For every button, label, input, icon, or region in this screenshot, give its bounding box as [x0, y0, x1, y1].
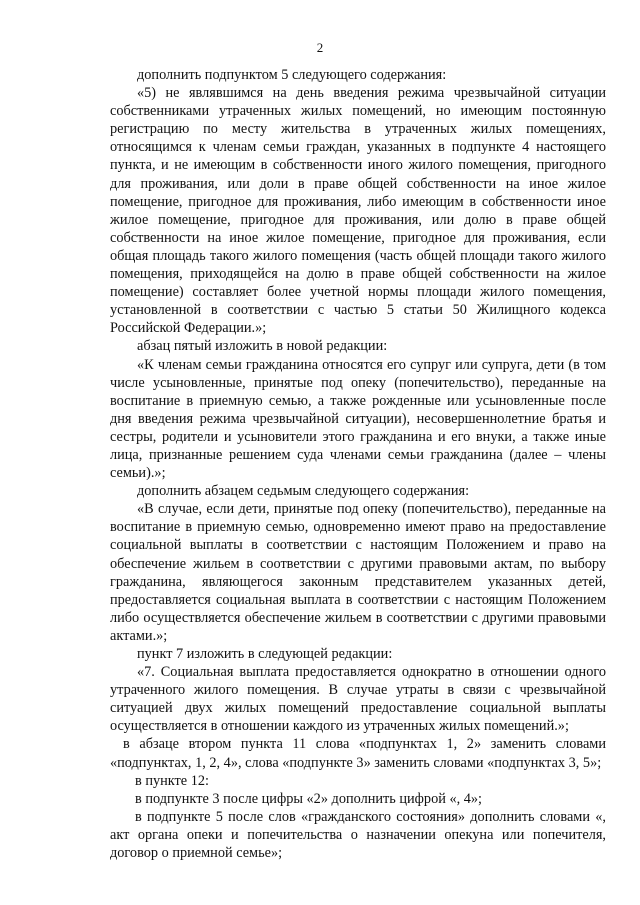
paragraph: пункт 7 изложить в следующей редакции: [137, 646, 393, 662]
page-number: 2 [316, 40, 324, 55]
paragraph: в подпункте 5 после слов «гражданского состояния» дополнить словами «, акт органа опеки и попечительства о назначении опекуна или попечителя, договор о приемной семье»; [110, 808, 606, 862]
paragraph: дополнить абзацем седьмым следующего содержания: [137, 483, 470, 500]
paragraph: в пункте 12: [135, 772, 209, 789]
paragraph: «7. Социальная выплата предоставляется однократно в отношении одного утраченного жилого помещения. В случае утраты в связи с чрезвычайной ситуацией двух жилых помещений предоставление социальной выплаты осуществляется в отношении каждого из утраченных жилых помещений.»; [110, 664, 606, 735]
paragraph: дополнить подпунктом 5 следующего содержания: [137, 67, 447, 83]
paragraph: «К членам семьи гражданина относятся его супруг или супруга, дети (в том числе усыновленные, принятые под опеку (попечительство), переданные на воспитание в приемную семью, а также рожденные или усыновленные после дня введения режима чрезвычайной ситуации), несовершеннолетние братья и сестры, родители и усыновители этого гражданина и его внуки, а также иные лица, признанные решением суда членами семьи гражданина (далее – члены семьи).»; [110, 356, 606, 482]
paragraph: абзац пятый изложить в новой редакции: [137, 338, 388, 355]
paragraph: «5) не являвшимся на день введения режима чрезвычайной ситуации собственниками утраченных жилых помещений, но имеющим постоянную регистрацию по месту жительства в утраченных жилых помещениях, относящимся к членам семьи граждан, указанных в подпункте 4 настоящего пункта, и не имеющим в собственности иного жилого помещения, пригодного для проживания, или доли в праве общей собственности на иное жилое помещение, пригодное для проживания, либо имеющим в собственности иное жилое помещение, пригодное для проживания, или долю в праве общей собственности на иное жилое помещение, пригодное для проживания, если общая площадь такого жилого помещения (часть общей площади такого жилого помещения, приходящейся на долю в праве общей собственности на жилое помещение) составляет более учетной нормы площади жилого помещения, установленной в соответствии с частью 5 статьи 50 Жилищного кодекса Российской Федерации.»; [110, 85, 606, 337]
paragraph: в подпункте 3 после цифры «2» дополнить цифрой «, 4»; [135, 790, 483, 807]
paragraph: в абзаце втором пункта 11 слова «подпунктах 1, 2» заменить словами «подпунктах, 1, 2, 4», слова «подпункте 3» заменить словами «подпунктах 3, 5»; [110, 736, 606, 771]
paragraph: «В случае, если дети, принятые под опеку (попечительство), переданные на воспитание в приемную семью, одновременно имеют право на предоставление социальной выплаты в соответствии с настоящим Положением и право на обеспечение жильем в соответствии с другими правовыми актам, по выбору гражданина, являющегося законным представителем указанных детей, предоставляется социальная выплата в соответствии с настоящим Положением либо осуществляется обеспечение жильем в соответствии с другими правовыми актами.»; [110, 501, 606, 644]
document-body [110, 66, 606, 862]
